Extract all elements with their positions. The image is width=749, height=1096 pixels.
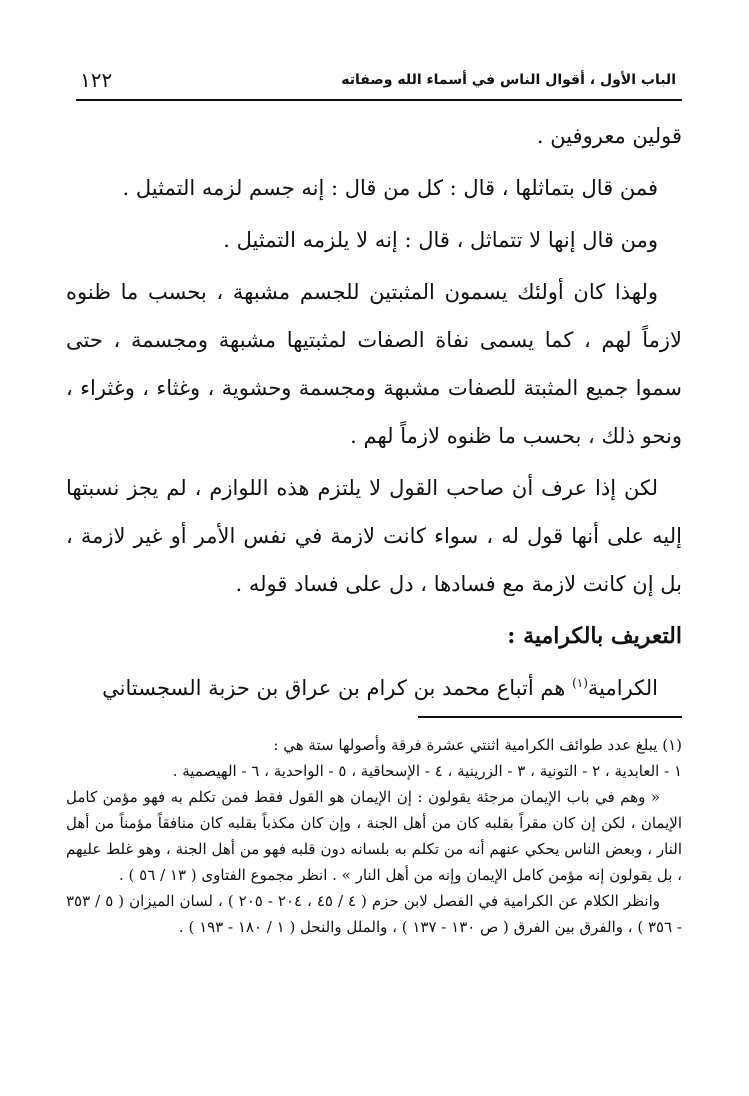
main-text: [66, 112, 682, 712]
paragraph-2: فمن قال بتماثلها ، قال : كل من قال : إنه جسم لزمه التمثيل .: [122, 176, 658, 200]
paragraph-1: قولين معروفين .: [536, 124, 682, 148]
page-number: ١٢٢: [80, 68, 113, 92]
footnote-1-references: وانظر الكلام عن الكرامية في الفصل لابن حزم ( ٤ / ٤٥ ، ٢٠٤ - ٢٠٥ ) ، لسان الميزان ( ٥ / ٣٥٣ - ٣٥٦ ) ، والفرق بين الفرق ( ص ١٣٠ - ١٣٧ ) ، والملل والنحل ( ١ / ١٨٠ - ١٩٣ ) .: [66, 892, 682, 936]
footnote-1-list: ١ - العابدية ، ٢ - التونية ، ٣ - الزرينية ، ٤ - الإسحاقية ، ٥ - الواحدية ، ٦ - الهيصمية .: [172, 762, 682, 780]
footnote-divider: [418, 716, 682, 718]
paragraph-5: لكن إذا عرف أن صاحب القول لا يلتزم هذه اللوازم ، لم يجز نسبتها إليه على أنها قول له ، سواء كانت لازمة في نفس الأمر أو غير لازمة ، بل إن كانت لازمة مع فسادها ، دل على فساد قوله .: [66, 476, 682, 596]
paragraph-4: ولهذا كان أولئك يسمون المثبتين للجسم مشبهة ، بحسب ما ظنوه لازماً لهم ، كما يسمى نفاة الصفات لمثبتيها مشبهة ومجسمة ، حتى سموا جميع المثبتة للصفات مشبهة ومجسمة وحشوية ، وغثاء ، وغثراء ، ونحو ذلك ، بحسب ما ظنوه لازماً لهم .: [66, 280, 682, 448]
footnote-reference: (١): [572, 676, 588, 690]
paragraph-6-rest: هم أتباع محمد بن كرام بن عراق بن حزبة السجستاني: [102, 676, 573, 700]
footnote-1-quote: « وهم في باب الإيمان مرجئة يقولون : إن الإيمان هو القول فقط فمن تكلم به فهو مؤمن كامل الإيمان ، لكن إن كان مقراً بقلبه كان من أهل الجنة ، وإن كان مكذباً بقلبه كان منافقاً مؤمناً من أهل النار ، وبعض الناس يحكي عنهم أنه من تكلم به بلسانه دون قلبه فهو من أهل الجنة ، وهو غلط عليهم ، بل يقولون إنه مؤمن كامل الإيمان وإنه من أهل النار » . انظر مجموع الفتاوى ( ١٣ / ٥٦ ) .: [66, 788, 682, 884]
footnotes: [66, 732, 682, 940]
header-divider: [76, 99, 682, 101]
chapter-title: الباب الأول ، أقوال الناس في أسماء الله وصفاته: [341, 72, 676, 88]
paragraph-6: [66, 664, 682, 712]
running-header: [76, 68, 676, 98]
section-heading: التعريف بالكرامية :: [507, 623, 682, 649]
paragraph-6-start: الكرامية: [587, 676, 658, 700]
paragraph-3: ومن قال إنها لا تتماثل ، قال : إنه لا يلزمه التمثيل .: [223, 228, 658, 252]
footnote-1-intro: (١) يبلغ عدد طوائف الكرامية اثنتي عشرة فرقة وأصولها ستة هي :: [273, 736, 682, 754]
